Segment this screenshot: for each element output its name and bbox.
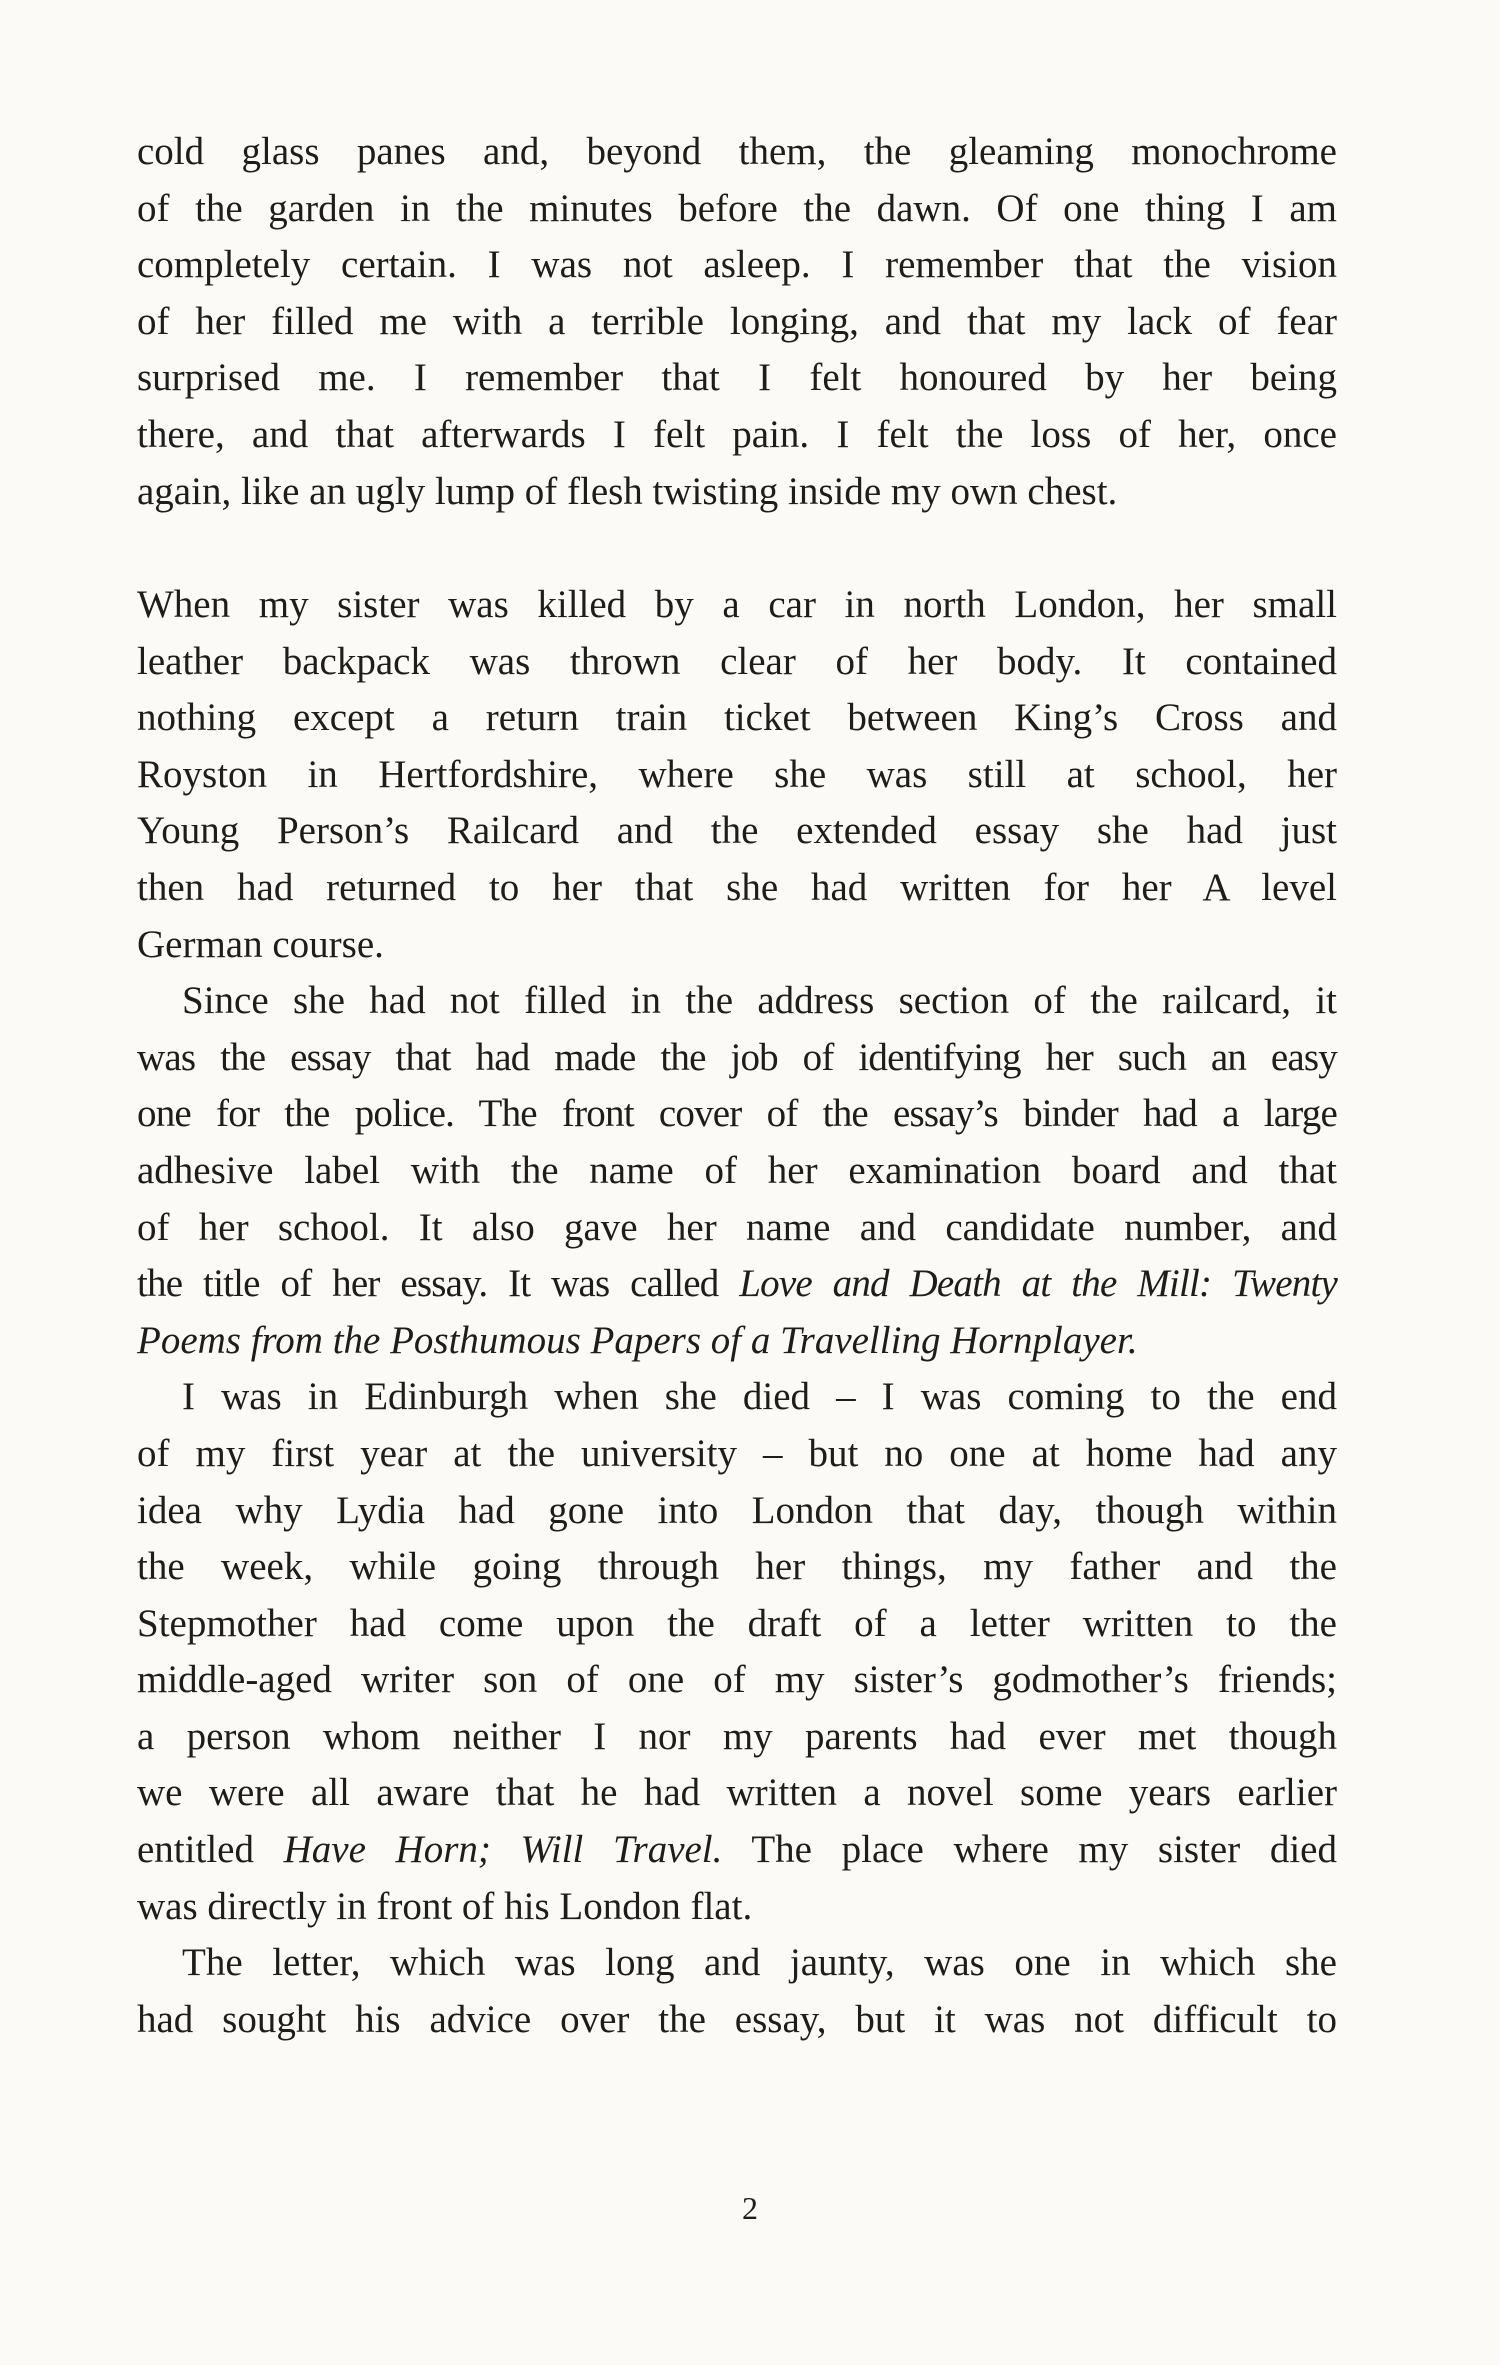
text-line: was directly in front of his London flat.: [137, 1884, 753, 1928]
text-line: a person whom neither I nor my parents had ever met though: [137, 1714, 1337, 1758]
essay-title-line-2: [137, 1313, 1337, 1370]
essay-title-italic-continued: Poems from the Posthumous Papers of a Travelling Hornplayer.: [137, 1318, 1138, 1362]
text-line: Young Person’s Railcard and the extended essay she had just: [137, 809, 1337, 853]
text-line: surprised me. I remember that I felt honoured by her being: [137, 356, 1337, 400]
text-line: idea why Lydia had gone into London that day, though within: [137, 1488, 1337, 1532]
text-line: there, and that afterwards I felt pain. I felt the loss of her, once: [137, 412, 1337, 456]
text-line: was the essay that had made the job of identifying her such an easy: [137, 1035, 1337, 1079]
text-line: then had returned to her that she had written for her A level: [137, 865, 1337, 909]
text-line: middle-aged writer son of one of my sister’s godmother’s friends;: [137, 1658, 1337, 1702]
novel-title-line: [137, 1822, 1337, 1879]
text-fragment: The place where my sister died: [722, 1828, 1337, 1872]
text-line: of her filled me with a terrible longing, and that my lack of fear: [137, 299, 1337, 343]
text-line: I was in Edinburgh when she died – I was coming to the end: [182, 1375, 1337, 1419]
paragraph-5: [137, 1935, 1337, 2048]
paragraph-2: [137, 577, 1337, 973]
paragraph-1: [137, 124, 1337, 520]
text-line: the week, while going through her things, my father and the: [137, 1545, 1337, 1589]
text-fragment: the title of her essay. It was called: [137, 1262, 740, 1306]
text-line: of the garden in the minutes before the dawn. Of one thing I am: [137, 186, 1337, 230]
text-line: cold glass panes and, beyond them, the gleaming monochrome: [137, 130, 1337, 173]
essay-title-line: [137, 1256, 1337, 1313]
text-line: of her school. It also gave her name and candidate number, and: [137, 1205, 1337, 1249]
main-text: [137, 577, 1337, 2048]
text-line: German course.: [137, 922, 384, 966]
text-line: one for the police. The front cover of the essay’s binder had a large: [137, 1092, 1337, 1136]
text-line: Since she had not filled in the address section of the railcard, it: [182, 979, 1337, 1023]
text-line: of my first year at the university – but no one at home had any: [137, 1431, 1337, 1475]
essay-title-italic: Love and Death at the Mill: Twenty: [739, 1262, 1337, 1306]
text-line: leather backpack was thrown clear of her body. It contained: [137, 639, 1337, 683]
text-line: Royston in Hertfordshire, where she was still at school, her: [137, 752, 1337, 796]
text-line: had sought his advice over the essay, but it was not difficult to: [137, 1997, 1337, 2041]
text-fragment: entitled: [137, 1828, 284, 1872]
text-line: adhesive label with the name of her examination board and that: [137, 1148, 1337, 1192]
novel-title-italic: Have Horn; Will Travel.: [283, 1828, 723, 1872]
text-line: nothing except a return train ticket between King’s Cross and: [137, 696, 1337, 740]
text-line: again, like an ugly lump of flesh twisting inside my own chest.: [137, 469, 1118, 513]
page-number: 2: [742, 2190, 758, 2226]
text-line: we were all aware that he had written a novel some years earlier: [137, 1771, 1337, 1815]
text-line: The letter, which was long and jaunty, was one in which she: [182, 1941, 1337, 1985]
text-line: When my sister was killed by a car in north London, her small: [137, 583, 1337, 626]
paragraph-3: [137, 973, 1337, 1369]
paragraph-4: [137, 1369, 1337, 1935]
text-line: completely certain. I was not asleep. I remember that the vision: [137, 243, 1337, 287]
text-line: Stepmother had come upon the draft of a letter written to the: [137, 1601, 1337, 1645]
